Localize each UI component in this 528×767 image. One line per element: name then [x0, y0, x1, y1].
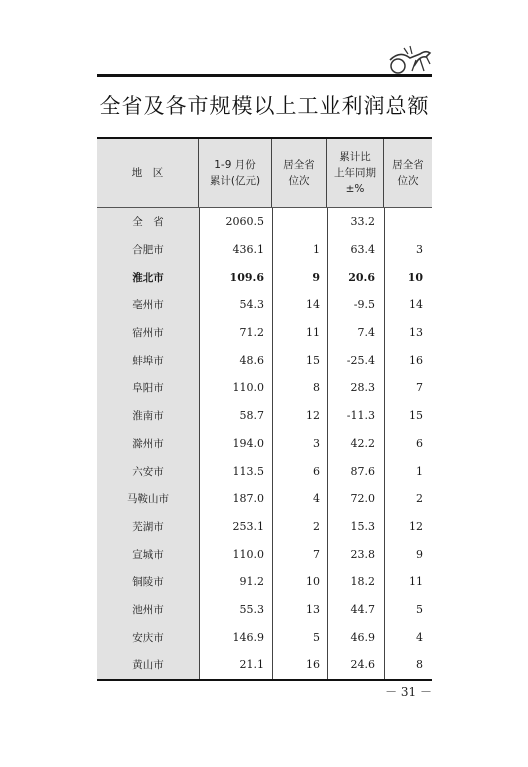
cumulative-cell: 54.3: [239, 298, 264, 312]
table-row: [97, 651, 432, 679]
rank-yoy-cell: 13: [409, 326, 423, 340]
page-title: 全省及各市规模以上工业利润总额: [99, 94, 430, 118]
region-cell: 阜阳市: [97, 374, 199, 402]
yoy-cell: 63.4: [350, 243, 375, 257]
rank-cumulative-cell: 15: [306, 353, 320, 367]
table-row: [97, 263, 432, 291]
table-row: [97, 623, 432, 651]
horse-carriage-logo-icon: [386, 44, 434, 74]
yoy-cell: 23.8: [350, 547, 375, 561]
rank-yoy-cell: 14: [409, 298, 423, 312]
yoy-cell: 44.7: [350, 602, 375, 616]
rank-yoy-cell: 15: [409, 409, 423, 423]
cumulative-cell: 113.5: [232, 464, 264, 478]
header-region: 地 区: [97, 139, 199, 207]
header-rank-1-line2: 位次: [288, 175, 310, 187]
table-row: [97, 568, 432, 596]
cumulative-cell: 194.0: [232, 436, 264, 450]
table-row: [97, 596, 432, 624]
region-cell: 黄山市: [97, 651, 199, 679]
table-row: [97, 208, 432, 236]
rank-yoy-cell: 4: [416, 630, 423, 644]
rank-yoy-cell: 5: [416, 602, 423, 616]
cumulative-cell: 48.6: [239, 353, 264, 367]
table-row: [97, 374, 432, 402]
rank-yoy-cell: 12: [409, 519, 423, 533]
table-row: [97, 430, 432, 458]
region-cell: 亳州市: [97, 291, 199, 319]
region-cell: 蚌埠市: [97, 346, 199, 374]
rank-yoy-cell: 8: [416, 658, 423, 672]
yoy-cell: 18.2: [350, 575, 375, 589]
yoy-cell: -9.5: [353, 298, 375, 312]
cumulative-cell: 109.6: [229, 270, 264, 284]
table-row: [97, 402, 432, 430]
region-cell: 宿州市: [97, 319, 199, 347]
table-header: [97, 139, 432, 208]
header-yoy-line2: 上年同期: [334, 167, 376, 179]
header-yoy: [327, 139, 384, 207]
yoy-cell: 87.6: [350, 464, 375, 478]
rank-cumulative-cell: 12: [306, 409, 320, 423]
rank-yoy-cell: 9: [416, 547, 423, 561]
region-cell: 铜陵市: [97, 568, 199, 596]
region-cell: 六安市: [97, 457, 199, 485]
table-row: [97, 319, 432, 347]
rank-cumulative-cell: 14: [306, 298, 320, 312]
cumulative-cell: 110.0: [232, 381, 264, 395]
cumulative-cell: 146.9: [232, 630, 264, 644]
rank-cumulative-cell: 3: [313, 436, 320, 450]
region-cell: 宣城市: [97, 540, 199, 568]
yoy-cell: 28.3: [350, 381, 375, 395]
rank-yoy-cell: 1: [416, 464, 423, 478]
region-cell: 滁州市: [97, 430, 199, 458]
rank-cumulative-cell: 5: [313, 630, 320, 644]
profit-table: [97, 137, 432, 681]
region-cell: 芜湖市: [97, 513, 199, 541]
cumulative-cell: 253.1: [232, 519, 264, 533]
rank-cumulative-cell: 2: [313, 519, 320, 533]
cumulative-cell: 187.0: [232, 492, 264, 506]
header-cumulative-line1: 1-9 月份: [214, 159, 256, 171]
yoy-cell: 24.6: [350, 658, 375, 672]
rank-cumulative-cell: 13: [306, 602, 320, 616]
region-cell: 池州市: [97, 596, 199, 624]
rank-cumulative-cell: 8: [313, 381, 320, 395]
rank-cumulative-cell: 9: [312, 270, 320, 284]
rank-cumulative-cell: 4: [313, 492, 320, 506]
region-cell: 马鞍山市: [97, 485, 199, 513]
header-rank-2: [384, 139, 432, 207]
cumulative-cell: 71.2: [239, 326, 264, 340]
header-rank-2-line2: 位次: [397, 175, 419, 187]
rank-yoy-cell: 3: [416, 243, 423, 257]
yoy-cell: 42.2: [350, 436, 375, 450]
cumulative-cell: 436.1: [232, 243, 264, 257]
cumulative-cell: 91.2: [239, 575, 264, 589]
region-cell: 淮南市: [97, 402, 199, 430]
rank-yoy-cell: 10: [407, 270, 423, 284]
rank-cumulative-cell: 11: [306, 326, 320, 340]
table-row: [97, 540, 432, 568]
rank-yoy-cell: 16: [409, 353, 423, 367]
page-number: － 31 －: [385, 685, 432, 699]
cumulative-cell: 58.7: [239, 409, 264, 423]
table-body: [97, 208, 432, 679]
header-rank-1: [272, 139, 327, 207]
rank-cumulative-cell: 16: [306, 658, 320, 672]
header-yoy-line3: ±%: [345, 183, 365, 195]
header-cumulative-line2: 累计(亿元): [209, 175, 261, 187]
yoy-cell: 72.0: [350, 492, 375, 506]
rank-cumulative-cell: 1: [313, 243, 320, 257]
table-row: [97, 513, 432, 541]
yoy-cell: 20.6: [348, 270, 375, 284]
yoy-cell: -25.4: [346, 353, 375, 367]
column-divider: [384, 208, 385, 679]
header-rank-2-line1: 居全省: [392, 159, 424, 171]
cumulative-cell: 21.1: [239, 658, 264, 672]
rank-cumulative-cell: 10: [306, 575, 320, 589]
table-row: [97, 346, 432, 374]
rank-yoy-cell: 11: [409, 575, 423, 589]
header-cumulative: [199, 139, 272, 207]
yoy-cell: 33.2: [350, 215, 375, 229]
table-row: [97, 485, 432, 513]
rank-cumulative-cell: 7: [313, 547, 320, 561]
rank-cumulative-cell: 6: [313, 464, 320, 478]
cumulative-cell: 2060.5: [225, 215, 264, 229]
yoy-cell: -11.3: [346, 409, 375, 423]
table-row: [97, 457, 432, 485]
yoy-cell: 7.4: [357, 326, 375, 340]
rank-yoy-cell: 2: [416, 492, 423, 506]
header-rule: [97, 74, 432, 77]
column-divider: [199, 208, 200, 679]
table-row: [97, 236, 432, 264]
region-cell: 合肥市: [97, 236, 199, 264]
rank-yoy-cell: 6: [416, 436, 423, 450]
yoy-cell: 15.3: [350, 519, 375, 533]
column-divider: [272, 208, 273, 679]
header-yoy-line1: 累计比: [339, 151, 371, 163]
cumulative-cell: 55.3: [239, 602, 264, 616]
region-cell: 全 省: [97, 208, 199, 236]
column-divider: [327, 208, 328, 679]
rank-yoy-cell: 7: [416, 381, 423, 395]
region-cell: 淮北市: [97, 263, 199, 291]
yoy-cell: 46.9: [350, 630, 375, 644]
region-cell: 安庆市: [97, 623, 199, 651]
header-rank-1-line1: 居全省: [283, 159, 315, 171]
table-row: [97, 291, 432, 319]
cumulative-cell: 110.0: [232, 547, 264, 561]
